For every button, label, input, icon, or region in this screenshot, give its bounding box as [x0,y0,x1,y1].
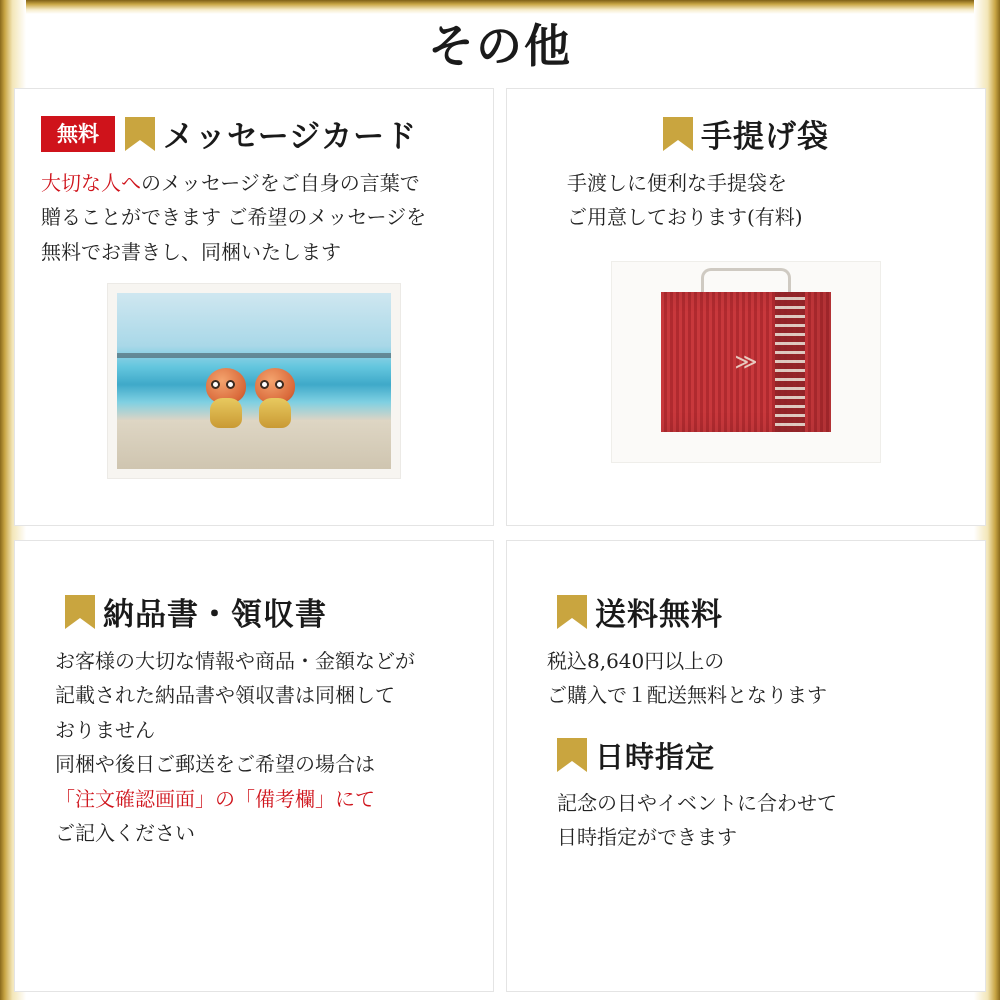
red-paper-bag-photo [661,292,831,432]
beach-shisa-photo [117,293,391,469]
handbag-heading-row [533,111,959,156]
datetime-body-line-2: 日時指定ができます [557,825,737,850]
message-card-heading-row [41,111,467,156]
card-invoice-receipt [14,540,494,992]
datetime-heading-row [557,735,959,776]
datetime-body-line-1: 記念の日やイベントに合わせて [557,790,837,815]
invoice-body-line-4: 同梱や後日ご郵送をご希望の場合は [55,752,375,777]
free-badge: 無料 [41,116,115,152]
message-card-body-line-4: 無料でお書きし、同梱いたします [41,239,341,264]
invoice-body-line-6: ご記入ください [55,820,195,845]
card-message-card [14,88,494,526]
datetime-title: 日時指定 [595,739,716,774]
card-free-shipping [506,540,986,992]
bag-stripe [775,292,805,432]
shipping-body-line-1: 税込8,640円以上の [547,649,725,673]
message-card-body-line-2: のメッセージをご自身の言葉で [141,171,420,195]
handbag-title: 手提げ袋 [701,119,829,155]
invoice-body [41,644,467,850]
section-divider [533,713,959,735]
message-card-title: メッセージカード [163,119,418,155]
ribbon-icon [557,595,587,629]
handbag-body-line-1: 手渡しに便利な手提袋を [567,171,787,195]
card-handbag [506,88,986,526]
message-card-photo [41,283,467,479]
bag-frame [611,261,881,463]
message-card-body-line-1: 大切な人へ [41,171,141,195]
invoice-title: 納品書・領収書 [103,597,327,633]
page-title: その他 [428,19,572,73]
ribbon-icon [125,117,155,151]
datetime-body [533,786,959,855]
photo-frame [107,283,401,479]
page-header [0,0,1000,86]
message-card-body-line-3: 贈ることができます ご希望のメッセージを [41,205,427,230]
shisa-figure-left [202,368,250,430]
shipping-body [533,644,959,713]
cards-grid [14,88,986,1006]
invoice-body-line-2: 記載された納品書や領収書は同梱して [55,683,395,708]
horizon-line [117,353,391,358]
shisa-figure-right [251,368,299,430]
invoice-body-line-3: おりません [55,717,155,742]
ribbon-icon [663,117,693,151]
invoice-body-line-1: お客様の大切な情報や商品・金額などが [55,649,415,673]
ribbon-icon [65,595,95,629]
invoice-body-line-5: 「注文確認画面」の「備考欄」にて [55,786,375,811]
handbag-body [533,166,959,235]
ribbon-icon [557,738,587,772]
message-card-body [41,166,467,269]
handbag-body-line-2: ご用意しております(有料) [567,205,803,230]
shipping-heading-row [557,589,959,634]
shipping-title: 送料無料 [595,597,723,633]
invoice-heading-row [65,589,467,634]
handbag-photo [533,261,959,463]
shipping-body-line-2: ご購入で１配送無料となります [547,683,827,708]
bag-logo-icon: ≫ [734,348,758,374]
